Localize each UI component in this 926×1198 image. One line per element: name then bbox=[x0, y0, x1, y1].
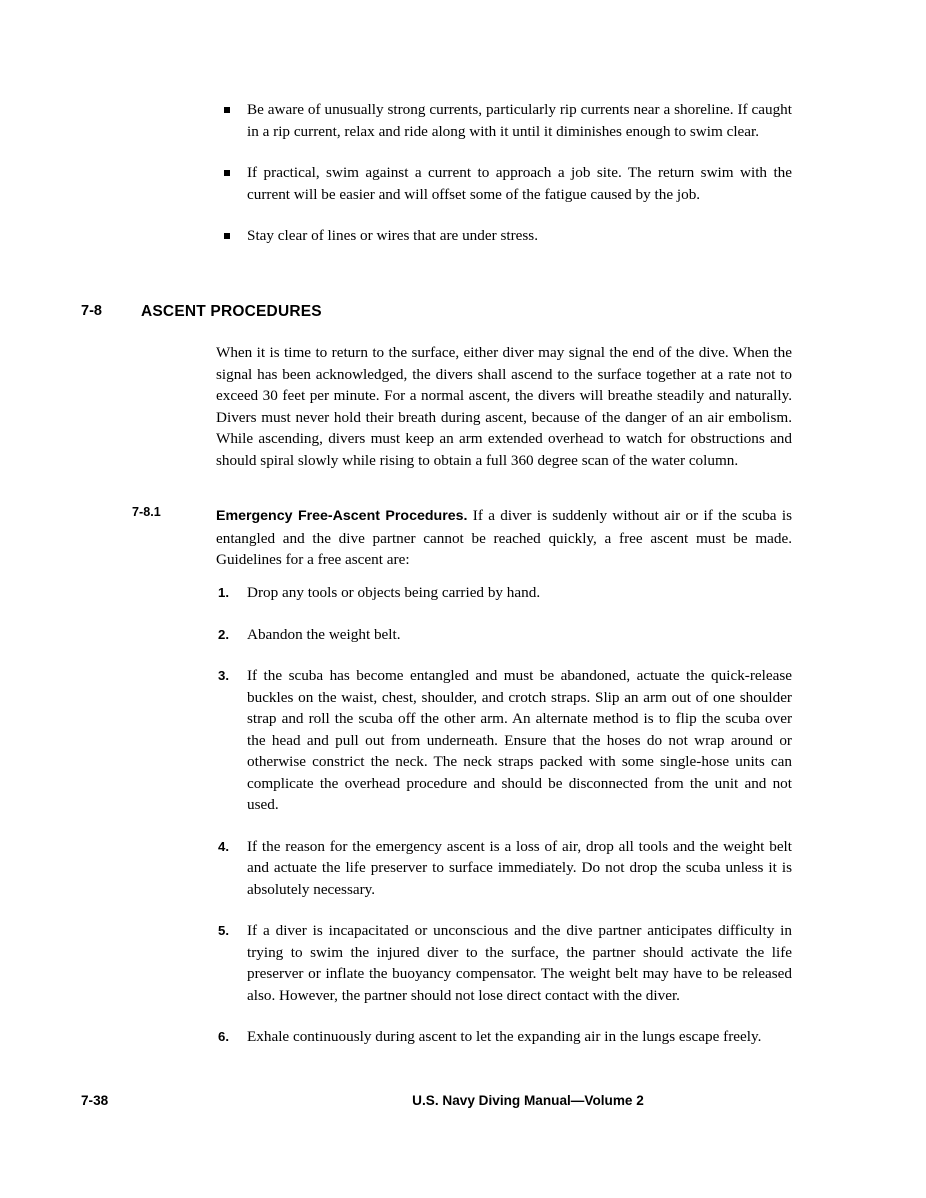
subsection-lead-text: If a diver is suddenly without air or if the scuba is entangled and the dive partner cannot be reached quickly, a free ascent must be made. Guidelines for a free ascent are: bbox=[216, 507, 792, 568]
bullet-text: Stay clear of lines or wires that are under stress. bbox=[247, 227, 538, 244]
square-bullet-icon bbox=[224, 233, 230, 239]
item-text: If the scuba has become entangled and must be abandoned, actuate the quick-release buckles on the waist, chest, shoulder, and crotch straps. Slip an arm out of one shoulder strap and roll the scuba off the other arm. An alternate method is to flip the scuba over the head and pull out from underneath. Ensure that the hoses do not wrap around or otherwise constrict the neck. The neck straps packed with some single-hose units can complicate the overhead procedure and should be disconnected from the unit and not used. bbox=[247, 667, 792, 813]
subsection-block bbox=[132, 505, 792, 571]
bullet-text: If practical, swim against a current to approach a job site. The return swim with the current will be easier and will offset some of the fatigue caused by the job. bbox=[247, 164, 792, 203]
list-item bbox=[216, 920, 792, 1006]
section-intro-paragraph: When it is time to return to the surface, either diver may signal the end of the dive. When the signal has been acknowledged, the divers shall ascend to the surface together at a rate not to exceed 30 feet per minute. For a normal ascent, the divers will breathe steadily and naturally. Divers must never hold their breath during ascent, because of the danger of an air embolism. While ascending, divers must keep an arm extended overhead to watch for obstructions and should spiral slowly while rising to obtain a full 360 degree scan of the water column. bbox=[216, 344, 792, 469]
section-title: ASCENT PROCEDURES bbox=[141, 303, 322, 320]
item-text: Drop any tools or objects being carried by hand. bbox=[247, 584, 541, 601]
item-number: 5. bbox=[218, 923, 229, 938]
free-ascent-guidelines-list bbox=[216, 582, 792, 1068]
item-text: If the reason for the emergency ascent is a loss of air, drop all tools and the weight belt and actuate the life preserver to surface immediately. Do not drop the scuba unless it is absolutely necessary. bbox=[247, 837, 792, 898]
list-item bbox=[216, 624, 792, 646]
list-item bbox=[216, 582, 792, 604]
list-item bbox=[216, 836, 792, 901]
list-item bbox=[216, 225, 792, 247]
item-number: 3. bbox=[218, 668, 229, 683]
square-bullet-icon bbox=[224, 170, 230, 176]
subsection-paragraph bbox=[216, 505, 792, 571]
list-item bbox=[216, 162, 792, 205]
section-number: 7-8 bbox=[81, 303, 102, 319]
item-number: 4. bbox=[218, 838, 229, 854]
bullet-text: Be aware of unusually strong currents, particularly rip currents near a shoreline. If caught in a rip current, relax and ride along with it until it diminishes enough to swim clear. bbox=[247, 101, 792, 140]
item-number: 6. bbox=[218, 1029, 229, 1044]
section-heading bbox=[81, 303, 792, 327]
subsection-number: 7-8.1 bbox=[132, 505, 161, 519]
item-text: If a diver is incapacitated or unconscious and the dive partner anticipates difficulty in trying to swim the injured diver to the surface, the partner should activate the life preserver or inflate the buoyancy compensator. The weight belt may have to be released also. However, the partner should not lose direct contact with the diver. bbox=[247, 922, 792, 1004]
item-text: Exhale continuously during ascent to let the expanding air in the lungs escape freely. bbox=[247, 1028, 762, 1045]
subsection-title: Emergency Free-Ascent Procedures. bbox=[216, 508, 468, 524]
item-text: Abandon the weight belt. bbox=[247, 625, 401, 643]
square-bullet-icon bbox=[224, 107, 230, 113]
safety-bullet-list bbox=[216, 99, 792, 267]
list-item bbox=[216, 99, 792, 142]
item-number: 2. bbox=[218, 626, 229, 642]
footer-document-title: U.S. Navy Diving Manual—Volume 2 bbox=[412, 1093, 644, 1108]
page-footer bbox=[0, 1093, 926, 1153]
item-number: 1. bbox=[218, 585, 229, 600]
list-item bbox=[216, 1026, 792, 1048]
footer-page-number: 7-38 bbox=[81, 1093, 109, 1108]
list-item bbox=[216, 665, 792, 816]
